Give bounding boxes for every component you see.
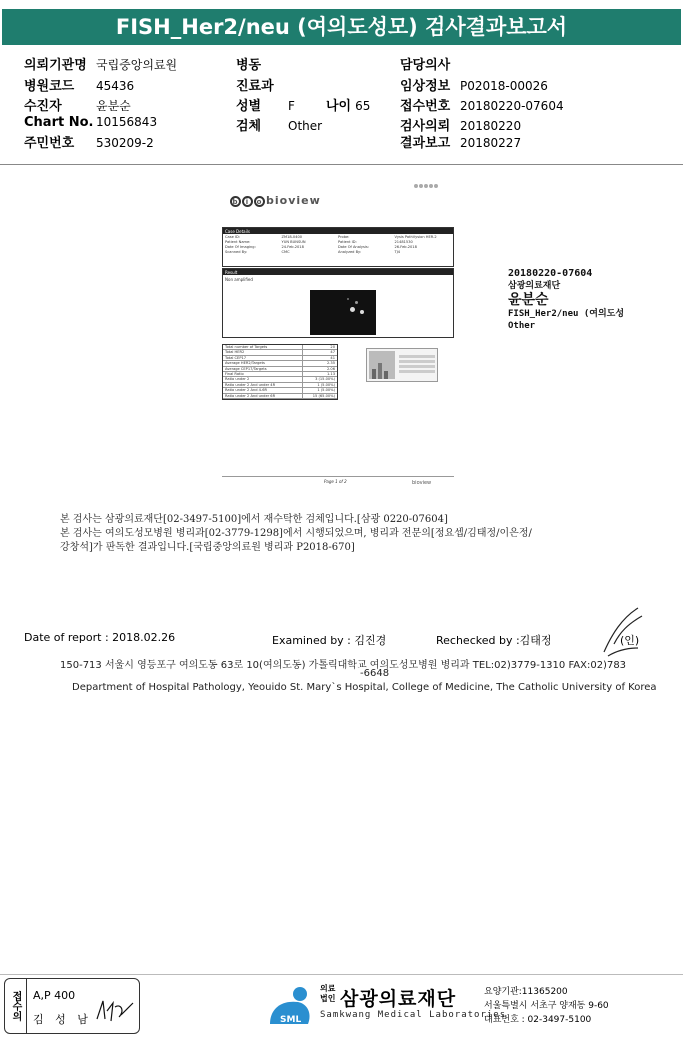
resident-no-label: 주민번호 [24,136,75,151]
stats-row: Total CEP17 41 [225,355,335,360]
department-label: 진료과 [236,79,274,94]
department-row [236,75,278,94]
logo-bubble-icon: b [230,196,241,207]
hospital-code-row [24,75,134,94]
case-field: Probe: [338,235,350,239]
case-details-header: Case Details [223,228,453,234]
pathologist-signature [598,604,646,660]
sticker-test: FISH_Her2/neu (여의도성 [508,309,625,319]
specimen-label: 검체 [236,119,262,134]
stats-table [222,344,338,400]
sticker-receipt-no: 20180220-07604 [508,268,593,279]
stamp-line-2: 김 성 남 [33,1013,92,1026]
clinical-info-label: 임상정보 [400,79,451,94]
case-details-box [222,227,454,267]
result-header: Result [223,269,453,275]
sml-info-1: 요양기관:11365200 [484,987,568,997]
stamp-signature [95,997,135,1025]
age-label: 나이 [326,99,352,114]
stats-row: Ratio under 2 And under 6R 15 (65.00%) [225,393,335,398]
stats-row: Total number of Targets 20 [225,345,335,349]
institution-label: 의뢰기관명 [24,58,87,73]
report-date-value: 20180227 [460,136,522,150]
ward-row [236,54,265,73]
report-date: Date of report : 2018.02.26 [24,631,176,644]
sml-small-label: 의료법인 [320,984,336,1003]
case-field: 26.Feb.2018 [394,245,417,249]
examined-by: Examined by : 김진경 [272,634,387,647]
case-field: TJ4 [394,250,401,254]
physician-label: 담당의사 [400,58,451,73]
case-field: Date Of Analysis: [338,245,369,249]
chart-no-label: Chart No. [24,115,94,130]
case-field: 24.Feb.2018 [281,245,304,249]
rechecked-by: Rechecked by :김태정 [436,634,552,647]
sticker-lab: 삼광의료재단 [508,281,561,291]
recipient-label: 수진자 [24,99,62,114]
case-field: 21481530 [394,240,413,244]
case-field: Analyzed By: [338,250,362,254]
case-field: Vysis PathVysion HER-2 [394,235,437,239]
sex-value: F [288,99,295,113]
receipt-no-value: 20180220-07604 [460,99,564,113]
case-field: Patient ID: [338,240,357,244]
hospital-code-label: 병원코드 [24,79,75,94]
age-value: 65 [355,99,371,113]
clinical-info-value: P02018-00026 [460,79,548,93]
scan-footer-logo: bioview [412,480,432,486]
sml-logo-icon [268,984,314,1030]
note-line-3: 강창석]가 판독한 결과입니다.[국립중앙의료원 병리과 P2018-670] [60,542,355,553]
specimen-row [236,115,322,134]
chart-no-value: 10156843 [96,115,158,129]
physician-row [400,54,454,73]
resident-no-value: 530209-2 [96,136,154,150]
sml-info-3: 대표번호 : 02-3497-5100 [484,1015,592,1025]
hospital-code-value: 45436 [96,79,135,93]
sticker-patient: 윤분순 [508,292,549,308]
chart-no-row [24,115,157,130]
sml-logo-text: SML [280,1015,302,1025]
fish-microscopy-image [310,290,376,335]
report-title: FISH_Her2/neu (여의도성모) 검사결과보고서 [2,9,681,45]
sticker-specimen: Other [508,321,536,331]
request-date-label: 검사의뢰 [400,119,451,134]
case-details-grid [223,234,453,255]
clinical-info-row [400,75,548,94]
address-line-1: 150-713 서울시 영등포구 여의도동 63로 10(여의도동) 가톨릭대학교 여의도성모병원 병리과 TEL:02)3779-1310 FAX:02)783 [60,660,627,671]
receipt-no-row [400,95,564,114]
stats-row: Average HER2/Targets 2.35 [225,361,335,366]
address-line-2: -6648 [360,668,390,679]
institution-row [24,54,177,73]
stats-row: Ratio under 2 3 (15.00%) [225,377,335,382]
logo-bubble-icon: i [242,196,253,207]
department-line: Department of Hospital Pathology, Yeouido St. Mary`s Hospital, College of Medicine, The Catholic University of Korea [72,682,657,693]
case-field: ZM18-0400 [281,235,303,239]
case-field: Case ID: [225,235,240,239]
scanned-bioview-report [222,182,454,494]
sex-label: 성별 [236,99,262,114]
case-field: YUN BUNSUN [281,240,306,244]
report-date-label: 결과보고 [400,136,451,151]
logo-bubble-icon: o [254,196,265,207]
request-date-value: 20180220 [460,119,522,133]
case-field: CMC [281,250,290,254]
scan-page-number: Page 1 of 2 [324,479,347,484]
bioview-logo-text: bioview [266,194,321,207]
sml-name: 삼광의료재단 [340,988,457,1010]
receipt-stamp [4,978,140,1034]
stamp-line-1: A,P 400 [33,989,76,1002]
specimen-value: Other [288,119,323,133]
sml-title [320,984,456,1011]
case-field: Patient Name: [225,240,251,244]
seal-mark: (인) [620,634,640,647]
sex-row [236,95,295,114]
stamp-vertical-label: 접수의 [5,979,27,1033]
decorative-dots [414,184,448,192]
mini-chart-graphic [367,349,439,383]
recipient-row [24,95,131,114]
note-line-1: 본 검사는 삼광의료재단[02-3497-5100]에서 재수탁한 검체입니다.[삼광 0220-07604] [60,514,448,525]
ward-label: 병동 [236,58,262,73]
note-line-2: 본 검사는 여의도성모병원 병리과[02-3779-1298]에서 시행되었으며, 병리과 전문의[정요셉/김태정/이은정/ [60,528,532,539]
age-row [326,95,370,114]
scan-footer-line [222,476,454,477]
stats-row: Ratio under 2 And 4-6R 1 (5.00%) [225,388,335,393]
institution-value: 국립중앙의료원 [96,58,178,72]
footer-divider [0,974,683,975]
stats-row: Average CEP17/Targets 2.06 [225,366,335,371]
receipt-no-label: 접수번호 [400,99,451,114]
bioview-logo [230,194,321,207]
result-value: Non amplified [225,277,253,282]
sml-english-name: Samkwang Medical Laboratories [320,1010,507,1020]
report-date-row [400,132,521,151]
case-field: Date Of Imaging: [225,245,256,249]
header-divider [0,164,683,165]
stats-row: Total HER2 47 [225,350,335,355]
recipient-value: 윤분순 [96,99,131,113]
sml-info-2: 서울특별시 서초구 양재동 9-60 [484,1001,609,1011]
resident-no-row [24,132,154,151]
specimen-sticker [508,268,678,344]
ratio-mini-chart [366,348,438,382]
stats-row: Ratio under 2 And under 4R 1 (5.00%) [225,382,335,387]
stats-row: Final Ratio 1.13 [225,371,335,376]
case-field: Scanned By: [225,250,248,254]
